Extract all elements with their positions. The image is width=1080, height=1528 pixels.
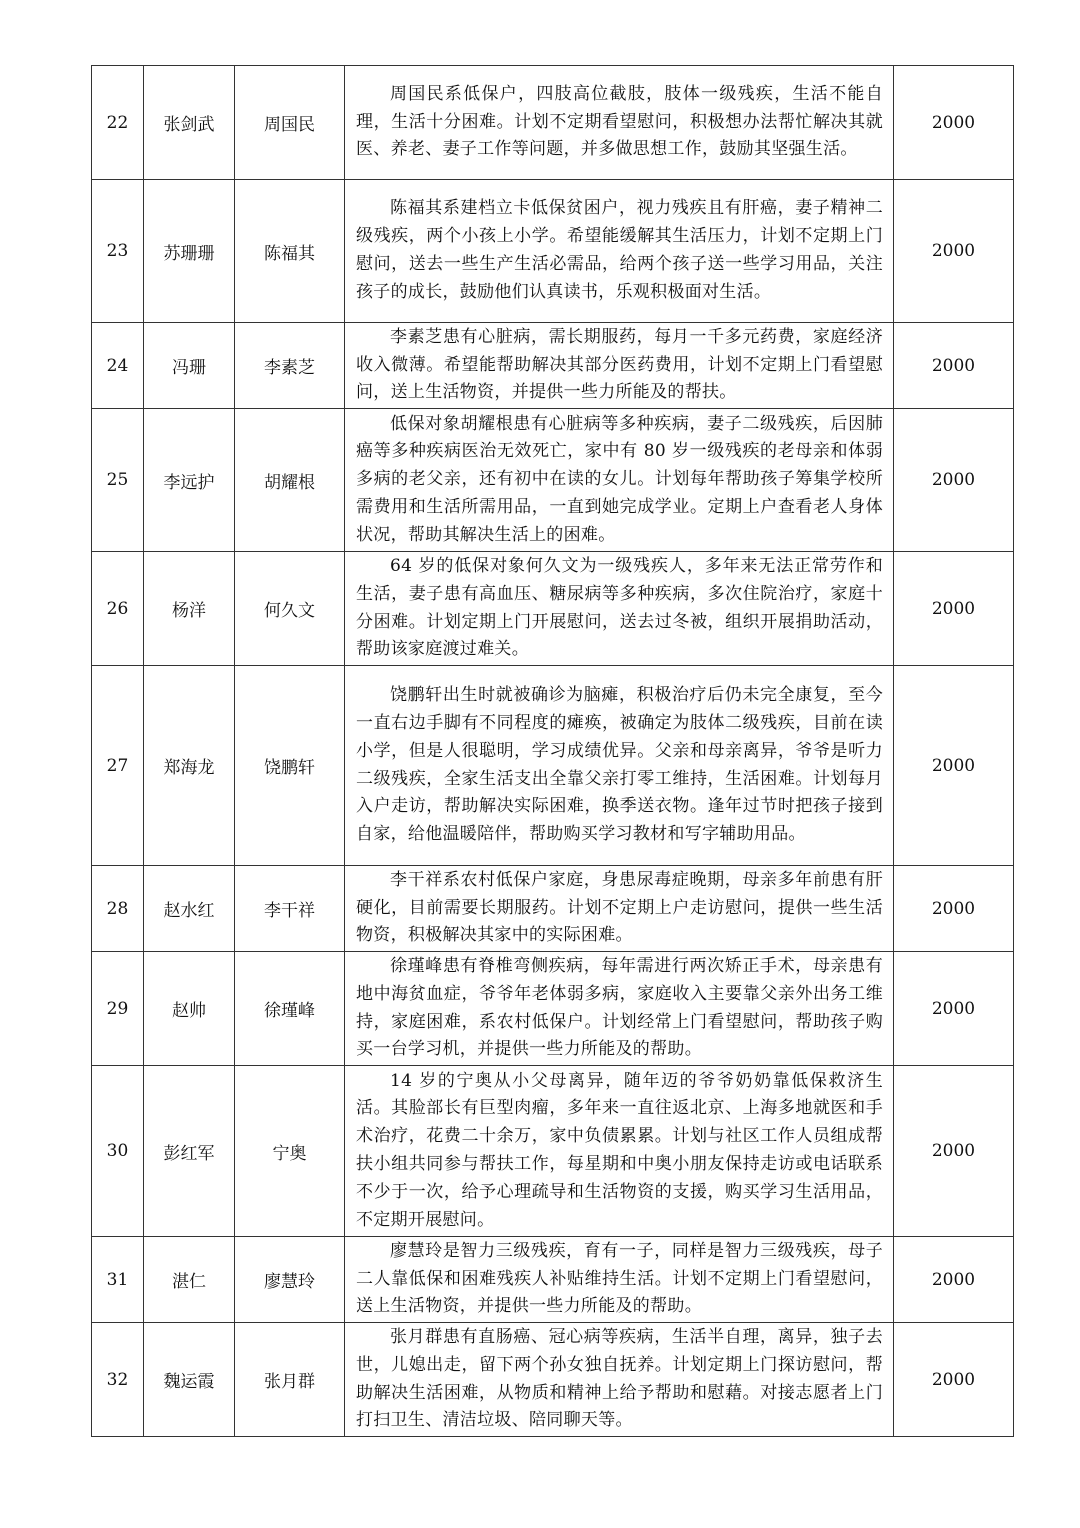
row-number: 31 (92, 1237, 144, 1323)
helper-name: 张剑武 (144, 66, 235, 180)
helper-name: 苏珊珊 (144, 180, 235, 323)
table-row (92, 866, 1014, 952)
table-row (92, 66, 1014, 180)
table-row (92, 180, 1014, 323)
amount: 2000 (894, 952, 1014, 1066)
row-number: 29 (92, 952, 144, 1066)
row-number: 30 (92, 1066, 144, 1237)
amount: 2000 (894, 1066, 1014, 1237)
recipient-name: 何久文 (235, 552, 345, 666)
situation-and-plan: 饶鹏轩出生时就被确诊为脑瘫，积极治疗后仍未完全康复，至今一直右边手脚有不同程度的瘫痪，被确定为肢体二级残疾，目前在读小学，但是人很聪明，学习成绩优异。父亲和母亲离异，爷爷是听力二级残疾，全家生活支出全靠父亲打零工维持，生活困难。计划每月入户走访，帮助解决实际困难，换季送衣物。逢年过节时把孩子接到自家，给他温暖陪伴，帮助购买学习教材和写字辅助用品。 (345, 666, 894, 866)
recipient-name: 陈福其 (235, 180, 345, 323)
situation-and-plan: 李素芝患有心脏病，需长期服药，每月一千多元药费，家庭经济收入微薄。希望能帮助解决其部分医药费用，计划不定期上门看望慰问，送上生活物资，并提供一些力所能及的帮扶。 (345, 323, 894, 409)
recipient-name: 饶鹏轩 (235, 666, 345, 866)
recipient-name: 宁奥 (235, 1066, 345, 1237)
table-row (92, 1066, 1014, 1237)
assistance-table (91, 65, 1014, 1437)
helper-name: 赵水红 (144, 866, 235, 952)
amount: 2000 (894, 409, 1014, 552)
helper-name: 湛仁 (144, 1237, 235, 1323)
helper-name: 赵帅 (144, 952, 235, 1066)
row-number: 26 (92, 552, 144, 666)
amount: 2000 (894, 666, 1014, 866)
helper-name: 郑海龙 (144, 666, 235, 866)
situation-and-plan: 陈福其系建档立卡低保贫困户，视力残疾且有肝癌，妻子精神二级残疾，两个小孩上小学。希望能缓解其生活压力，计划不定期上门慰问，送去一些生产生活必需品，给两个孩子送一些学习用品，关注孩子的成长，鼓励他们认真读书，乐观积极面对生活。 (345, 180, 894, 323)
situation-and-plan: 14 岁的宁奥从小父母离异，随年迈的爷爷奶奶靠低保救济生活。其脸部长有巨型肉瘤，多年来一直往返北京、上海多地就医和手术治疗，花费二十余万，家中负债累累。计划与社区工作人员组成帮扶小组共同参与帮扶工作，每星期和中奥小朋友保持走访或电话联系不少于一次，给予心理疏导和生活物资的支援，购买学习生活用品，不定期开展慰问。 (345, 1066, 894, 1237)
row-number: 32 (92, 1323, 144, 1437)
situation-and-plan: 低保对象胡耀根患有心脏病等多种疾病，妻子二级残疾，后因肺癌等多种疾病医治无效死亡，家中有 80 岁一级残疾的老母亲和体弱多病的老父亲，还有初中在读的女儿。计划每年帮助孩子筹集学校所需费用和生活所需用品，一直到她完成学业。定期上户查看老人身体状况，帮助其解决生活上的困难。 (345, 409, 894, 552)
recipient-name: 廖慧玲 (235, 1237, 345, 1323)
amount: 2000 (894, 866, 1014, 952)
recipient-name: 李素芝 (235, 323, 345, 409)
helper-name: 李远护 (144, 409, 235, 552)
situation-and-plan: 张月群患有直肠癌、冠心病等疾病，生活半自理，离异，独子去世，儿媳出走，留下两个孙女独自抚养。计划定期上门探访慰问，帮助解决生活困难，从物质和精神上给予帮助和慰藉。对接志愿者上门打扫卫生、清洁垃圾、陪同聊天等。 (345, 1323, 894, 1437)
table-row (92, 552, 1014, 666)
situation-and-plan: 李干祥系农村低保户家庭，身患尿毒症晚期，母亲多年前患有肝硬化，目前需要长期服药。计划不定期上户走访慰问，提供一些生活物资，积极解决其家中的实际困难。 (345, 866, 894, 952)
situation-and-plan: 周国民系低保户，四肢高位截肢，肢体一级残疾，生活不能自理，生活十分困难。计划不定期看望慰问，积极想办法帮忙解决其就医、养老、妻子工作等问题，并多做思想工作，鼓励其坚强生活。 (345, 66, 894, 180)
amount: 2000 (894, 180, 1014, 323)
row-number: 27 (92, 666, 144, 866)
helper-name: 杨洋 (144, 552, 235, 666)
table-row (92, 952, 1014, 1066)
situation-and-plan: 廖慧玲是智力三级残疾，育有一子，同样是智力三级残疾，母子二人靠低保和困难残疾人补贴维持生活。计划不定期上门看望慰问，送上生活物资，并提供一些力所能及的帮助。 (345, 1237, 894, 1323)
row-number: 22 (92, 66, 144, 180)
helper-name: 魏运霞 (144, 1323, 235, 1437)
amount: 2000 (894, 323, 1014, 409)
table-row (92, 1237, 1014, 1323)
helper-name: 冯珊 (144, 323, 235, 409)
row-number: 24 (92, 323, 144, 409)
amount: 2000 (894, 1323, 1014, 1437)
row-number: 23 (92, 180, 144, 323)
recipient-name: 张月群 (235, 1323, 345, 1437)
table-row (92, 666, 1014, 866)
amount: 2000 (894, 552, 1014, 666)
row-number: 28 (92, 866, 144, 952)
recipient-name: 胡耀根 (235, 409, 345, 552)
amount: 2000 (894, 66, 1014, 180)
amount: 2000 (894, 1237, 1014, 1323)
situation-and-plan: 64 岁的低保对象何久文为一级残疾人，多年来无法正常劳作和生活，妻子患有高血压、糖尿病等多种疾病，多次住院治疗，家庭十分困难。计划定期上门开展慰问，送去过冬被，组织开展捐助活动，帮助该家庭渡过难关。 (345, 552, 894, 666)
situation-and-plan: 徐瑾峰患有脊椎弯侧疾病，每年需进行两次矫正手术，母亲患有地中海贫血症，爷爷年老体弱多病，家庭收入主要靠父亲外出务工维持，家庭困难，系农村低保户。计划经常上门看望慰问，帮助孩子购买一台学习机，并提供一些力所能及的帮助。 (345, 952, 894, 1066)
helper-name: 彭红军 (144, 1066, 235, 1237)
table-row (92, 323, 1014, 409)
recipient-name: 徐瑾峰 (235, 952, 345, 1066)
row-number: 25 (92, 409, 144, 552)
recipient-name: 周国民 (235, 66, 345, 180)
recipient-name: 李干祥 (235, 866, 345, 952)
table-row (92, 409, 1014, 552)
table-row (92, 1323, 1014, 1437)
